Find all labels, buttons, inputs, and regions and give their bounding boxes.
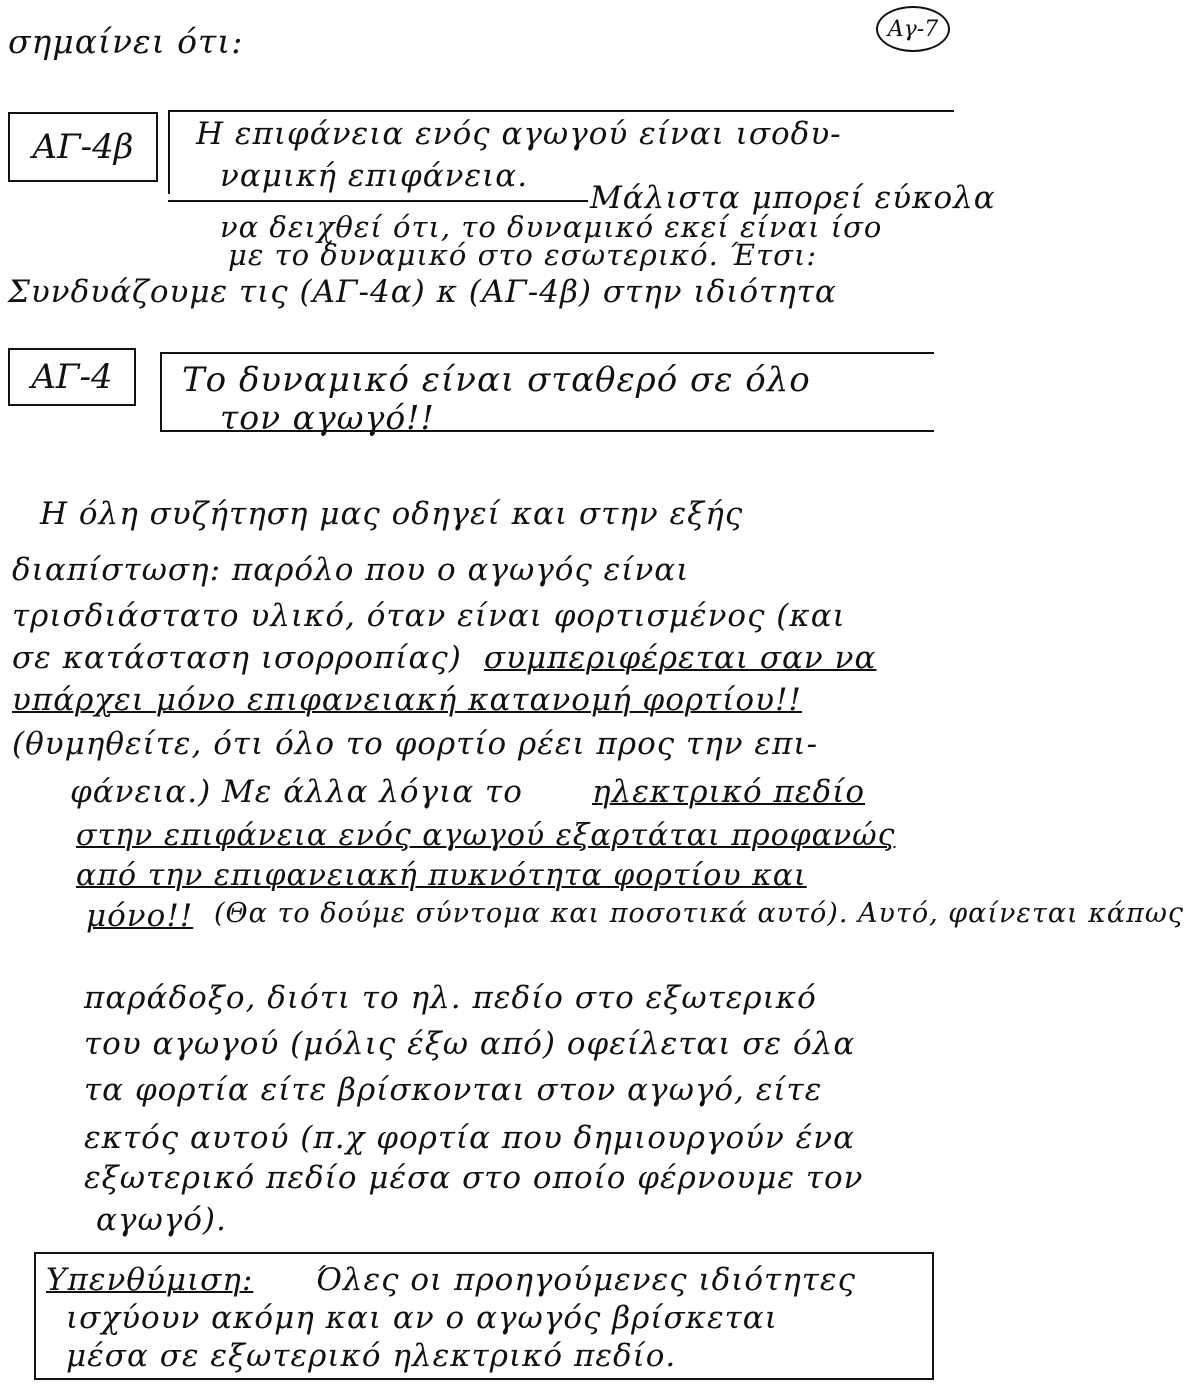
p2-line4b: συμπεριφέρεται σαν να (484, 640, 877, 676)
p2-line7a: φάνεια.) Με άλλα λόγια το (70, 774, 523, 810)
p1-line3: με το δυναμικό στο εσωτερικό. Έτσι: (228, 238, 818, 272)
p2-line6: (θυμηθείτε, ότι όλο το φορτίο ρέει προς την επι- (12, 726, 819, 762)
p2-line5: υπάρχει μόνο επιφανειακή κατανομή φορτίου!! (12, 682, 802, 718)
label-ag4b: ΑΓ-4β (8, 112, 158, 182)
p1-line1: Μάλιστα μπορεί εύκολα (590, 180, 996, 216)
p1-line2: να δειχθεί ότι, το δυναμικό εκεί είναι ίσο (220, 210, 883, 244)
reminder-line2: ισχύουν ακόμη και αν ο αγωγός βρίσκεται (66, 1300, 778, 1336)
statement-box-1-underline (168, 200, 588, 202)
box2-line2: τον αγωγό!! (220, 398, 435, 437)
label-ag4: ΑΓ-4 (8, 348, 136, 406)
reminder-label: Υπενθύμιση: (46, 1262, 254, 1298)
p2-line7b: ηλεκτρικό πεδίο (592, 774, 866, 810)
p2-line3: τρισδιάστατο υλικό, όταν είναι φορτισμένος (και (12, 598, 846, 634)
p2-line13: τα φορτία είτε βρίσκονται στον αγωγό, είτε (84, 1072, 823, 1108)
p2-line8: στην επιφάνεια ενός αγωγού εξαρτάται προφανώς (76, 818, 896, 853)
box1-line2: ναμική επιφάνεια. (220, 158, 529, 194)
p2-line12: του αγωγού (μόλις έξω από) οφείλεται σε όλα (84, 1026, 856, 1062)
box1-line1: Η επιφάνεια ενός αγωγού είναι ισοδυ- (196, 116, 842, 152)
page-badge: Αγ-7 (876, 6, 950, 52)
p2-line9: από την επιφανειακή πυκνότητα φορτίου και (76, 858, 807, 893)
p1-line4: Συνδυάζουμε τις (ΑΓ-4α) κ (ΑΓ-4β) στην ιδιότητα (8, 274, 837, 310)
reminder-line1: Όλες οι προηγούμενες ιδιότητες (316, 1262, 856, 1298)
p2-line11: παράδοξο, διότι το ηλ. πεδίο στο εξωτερικό (84, 980, 817, 1016)
p2-line16: αγωγό). (96, 1202, 227, 1238)
box2-line1: Το δυναμικό είναι σταθερό σε όλο (182, 360, 811, 400)
p2-line1: Η όλη συζήτηση μας οδηγεί και στην εξής (40, 496, 744, 532)
p2-line4a: σε κατάσταση ισορροπίας) (12, 640, 462, 676)
p2-line10a: μόνο!! (86, 898, 194, 934)
intro-text: σημαίνει ότι: (8, 22, 244, 61)
p2-line15: εξωτερικό πεδίο μέσα στο οποίο φέρνουμε τον (84, 1160, 864, 1196)
p2-line10b: (Θα το δούμε σύντομα και ποσοτικά αυτό). Αυτό, φαίνεται κάπως (214, 898, 1184, 929)
reminder-line3: μέσα σε εξωτερικό ηλεκτρικό πεδίο. (66, 1338, 677, 1374)
p2-line2: διαπίστωση: παρόλο που ο αγωγός είναι (12, 552, 690, 588)
p2-line14: εκτός αυτού (π.χ φορτία που δημιουργούν ένα (84, 1120, 856, 1156)
